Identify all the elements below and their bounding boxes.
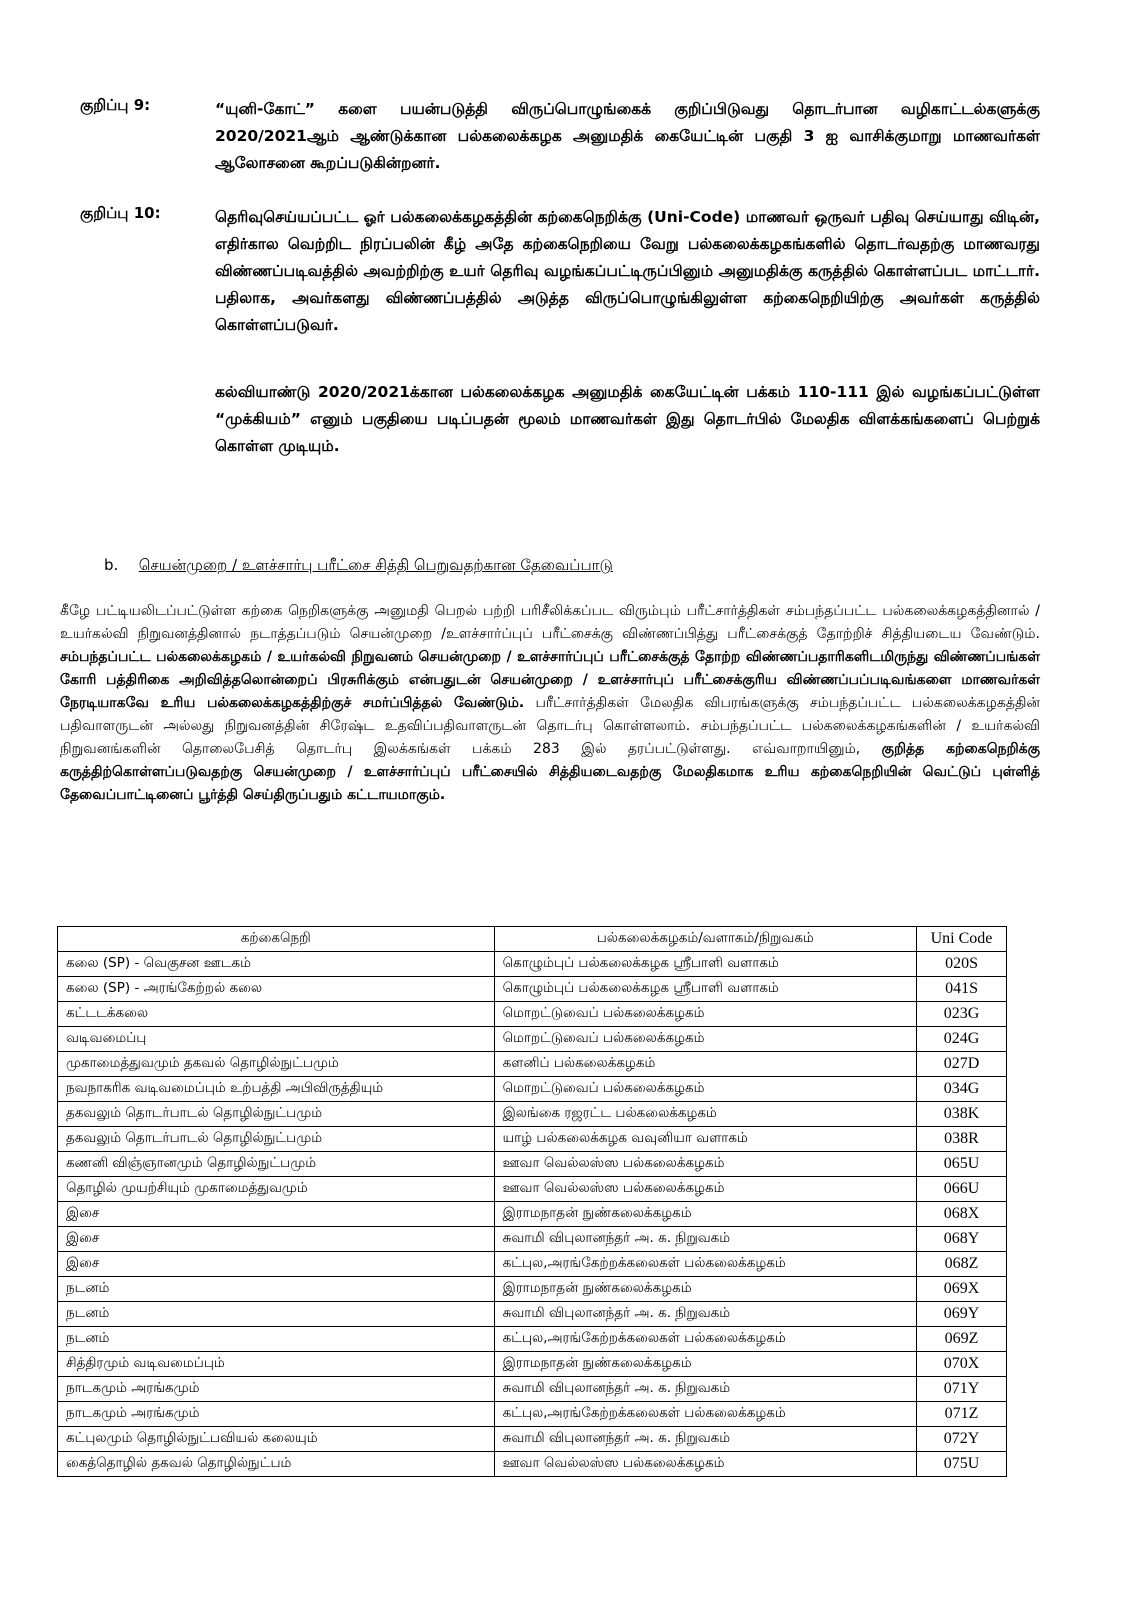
university-cell: இலங்கை ரஜரட்ட பல்கலைக்கழகம்: [494, 1102, 916, 1127]
table-row: [58, 1252, 1007, 1277]
course-cell: கட்புலமும் தொழில்நுட்பவியல் கலையும்: [58, 1427, 495, 1452]
table-row: [58, 1327, 1007, 1352]
unicode-cell: 027D: [917, 1052, 1007, 1077]
university-cell: இராமநாதன் நுண்கலைக்கழகம்: [494, 1277, 916, 1302]
paragraph-part-1: கீழே பட்டியலிடப்பட்டுள்ள கற்கை நெறிகளுக்கு அனுமதி பெறல் பற்றி பரிசீலிக்கப்பட விரும்பும் பரீட்சார்த்திகள் சம்பந்தப்பட்ட பல்கலைக்கழகத்தினால் / உயர்கல்வி நிறுவனத்தினால் நடாத்தப்படும் செயன்முறை /உளச்சார்ப்புப் பரீட்சைக்கு விண்ணப்பித்து பரீட்சைக்குத் தோற்றிச் சித்தியடைய வேண்டும்.: [60, 603, 1040, 642]
course-cell: வடிவமைப்பு: [58, 1027, 495, 1052]
table-row: [58, 1227, 1007, 1252]
paragraph-part-3: பரீட்சார்த்திகள் மேலதிக விபரங்களுக்கு சம்பந்தப்பட்ட பல்கலைக்கழகத்தின் பதிவாளருடன் அல்லது நிறுவனத்தின் சிரேஷ்ட உதவிப்பதிவாளருடன் தொடர்பு கொள்ளலாம். சம்பந்தப்பட்ட பல்கலைக்கழகங்களின் / உயர்கல்வி நிறுவனங்களின் தொலைபேசித் தொடர்பு இலக்கங்கள் பக்கம் 283 இல் தரப்பட்டுள்ளது. எவ்வாறாயினும்,: [60, 695, 1040, 757]
course-cell: கணனி விஞ்ஞானமும் தொழில்நுட்பமும்: [58, 1152, 495, 1177]
table-row: [58, 1402, 1007, 1427]
unicode-cell: 068Z: [917, 1252, 1007, 1277]
paragraph-part-2: சம்பந்தப்பட்ட பல்கலைக்கழகம் / உயர்கல்வி நிறுவனம் செயன்முறை / உளச்சார்ப்புப் பரீட்சைக்குத் தோற்ற விண்ணப்பதாரிகளிடமிருந்து விண்ணப்பங்கள் கோரி பத்திரிகை அறிவித்தலொன்றைப் பிரசுரிக்கும் என்பதுடன் செயன்முறை / உளச்சார்புப் பரீட்சைக்குரிய விண்ணப்பப்படிவங்களை மாணவர்கள் நேரடியாகவே உரிய பல்கலைக்கழகத்திற்குச் சமர்ப்பித்தல் வேண்டும்.: [60, 649, 1040, 711]
course-cell: இசை: [58, 1202, 495, 1227]
table-row: [58, 1427, 1007, 1452]
university-cell: கட்புல,அரங்கேற்றக்கலைகள் பல்கலைக்கழகம்: [494, 1402, 916, 1427]
note-9: [80, 96, 1040, 177]
university-cell: ஊவா வெல்லஸ்ஸ பல்கலைக்கழகம்: [494, 1452, 916, 1477]
university-cell: மொறட்டுவைப் பல்கலைக்கழகம்: [494, 1027, 916, 1052]
course-cell: இசை: [58, 1252, 495, 1277]
university-cell: ஊவா வெல்லஸ்ஸ பல்கலைக்கழகம்: [494, 1152, 916, 1177]
table-row: [58, 1452, 1007, 1477]
course-cell: தொழில் முயற்சியும் முகாமைத்துவமும்: [58, 1177, 495, 1202]
course-cell: இசை: [58, 1227, 495, 1252]
unicode-cell: 024G: [917, 1027, 1007, 1052]
unicode-cell: 065U: [917, 1152, 1007, 1177]
university-cell: கொழும்புப் பல்கலைக்கழக ஸ்ரீபாளி வளாகம்: [494, 952, 916, 977]
university-cell: கட்புல,அரங்கேற்றக்கலைகள் பல்கலைக்கழகம்: [494, 1252, 916, 1277]
university-cell: கொழும்புப் பல்கலைக்கழக ஸ்ரீபாளி வளாகம்: [494, 977, 916, 1002]
university-cell: இராமநாதன் நுண்கலைக்கழகம்: [494, 1202, 916, 1227]
course-cell: தகவலும் தொடர்பாடல் தொழில்நுட்பமும்: [58, 1127, 495, 1152]
course-cell: முகாமைத்துவமும் தகவல் தொழில்நுட்பமும்: [58, 1052, 495, 1077]
unicode-cell: 034G: [917, 1077, 1007, 1102]
note-9-text: “யுனி-கோட்” களை பயன்படுத்தி விருப்பொழுங்கைக் குறிப்பிடுவது தொடர்பான வழிகாட்டல்களுக்கு 2020/2021ஆம் ஆண்டுக்கான பல்கலைக்கழக அனுமதிக் கையேட்டின் பகுதி 3 ஐ வாசிக்குமாறு மாணவர்கள் ஆலோசனை கூறப்படுகின்றனர்.: [215, 100, 1040, 172]
table-row: [58, 952, 1007, 977]
course-cell: நாடகமும் அரங்கமும்: [58, 1402, 495, 1427]
course-cell: நடனம்: [58, 1302, 495, 1327]
unicode-cell: 069Z: [917, 1327, 1007, 1352]
course-cell: கலை (SP) - அரங்கேற்றல் கலை: [58, 977, 495, 1002]
unicode-cell: 038K: [917, 1102, 1007, 1127]
requirement-paragraph: [60, 600, 1040, 807]
unicode-cell: 069Y: [917, 1302, 1007, 1327]
course-cell: கலை (SP) - வெகுசன ஊடகம்: [58, 952, 495, 977]
university-cell: சுவாமி விபுலானந்தர் அ. க. நிறுவகம்: [494, 1302, 916, 1327]
table-body: [58, 952, 1007, 1477]
course-cell: நாடகமும் அரங்கமும்: [58, 1377, 495, 1402]
university-cell: சுவாமி விபுலானந்தர் அ. க. நிறுவகம்: [494, 1427, 916, 1452]
course-cell: நவநாகரிக வடிவமைப்பும் உற்பத்தி அபிவிருத்தியும்: [58, 1077, 495, 1102]
course-cell: கட்டடக்கலை: [58, 1002, 495, 1027]
unicode-cell: 071Y: [917, 1377, 1007, 1402]
table-row: [58, 1102, 1007, 1127]
unicode-cell: 068Y: [917, 1227, 1007, 1252]
table-row: [58, 1002, 1007, 1027]
university-cell: களனிப் பல்கலைக்கழகம்: [494, 1052, 916, 1077]
university-cell: மொறட்டுவைப் பல்கலைக்கழகம்: [494, 1077, 916, 1102]
table-row: [58, 1277, 1007, 1302]
paragraph-part-4: குறித்த கற்கைநெறிக்கு கருத்திற்கொள்ளப்படுவதற்கு செயன்முறை / உளச்சார்ப்புப் பரீட்சையில் சித்தியடைவதற்கு மேலதிகமாக உரிய கற்கைநெறியின் வெட்டுப் புள்ளித் தேவைப்பாட்டினைப் பூர்த்தி செய்திருப்பதும் கட்டாயமாகும்.: [60, 741, 1041, 803]
unicode-cell: 066U: [917, 1177, 1007, 1202]
note-9-label: குறிப்பு 9:: [80, 96, 151, 114]
unicode-cell: 072Y: [917, 1427, 1007, 1452]
university-cell: சுவாமி விபுலானந்தர் அ. க. நிறுவகம்: [494, 1227, 916, 1252]
note-10-extra-text: கல்வியாண்டு 2020/2021க்கான பல்கலைக்கழக அனுமதிக் கையேட்டின் பக்கம் 110-111 இல் வழங்கப்பட்டுள்ள “முக்கியம்” எனும் பகுதியை படிப்பதன் மூலம் மாணவர்கள் இது தொடர்பில் மேலதிக விளக்கங்களைப் பெற்றுக் கொள்ள முடியும்.: [215, 383, 1040, 455]
table-row: [58, 1027, 1007, 1052]
unicode-cell: 070X: [917, 1352, 1007, 1377]
table-row: [58, 1352, 1007, 1377]
unicode-cell: 038R: [917, 1127, 1007, 1152]
table-row: [58, 1302, 1007, 1327]
table-row: [58, 1202, 1007, 1227]
unicode-cell: 075U: [917, 1452, 1007, 1477]
course-table: [57, 926, 1007, 1477]
course-cell: நடனம்: [58, 1277, 495, 1302]
header-course: கற்கைநெறி: [58, 927, 495, 952]
note-10-label: குறிப்பு 10:: [80, 204, 161, 222]
note-10: [80, 204, 1040, 339]
university-cell: கட்புல,அரங்கேற்றக்கலைகள் பல்கலைக்கழகம்: [494, 1327, 916, 1352]
unicode-cell: 071Z: [917, 1402, 1007, 1427]
table-row: [58, 977, 1007, 1002]
unicode-cell: 041S: [917, 977, 1007, 1002]
header-unicode: Uni Code: [917, 927, 1007, 952]
table-row: [58, 1377, 1007, 1402]
university-cell: மொறட்டுவைப் பல்கலைக்கழகம்: [494, 1002, 916, 1027]
university-cell: யாழ் பல்கலைக்கழக வவுனியா வளாகம்: [494, 1127, 916, 1152]
table-row: [58, 1077, 1007, 1102]
header-university: பல்கலைக்கழகம்/வளாகம்/நிறுவகம்: [494, 927, 916, 952]
table-header-row: [58, 927, 1007, 952]
table-row: [58, 1127, 1007, 1152]
course-cell: தகவலும் தொடர்பாடல் தொழில்நுட்பமும்: [58, 1102, 495, 1127]
unicode-cell: 068X: [917, 1202, 1007, 1227]
section-title: செயன்முறை / உளச்சார்பு பரீட்சை சித்தி பெறுவதற்கான தேவைப்பாடு: [138, 556, 613, 574]
course-cell: சித்திரமும் வடிவமைப்பும்: [58, 1352, 495, 1377]
unicode-cell: 023G: [917, 1002, 1007, 1027]
section-b-heading: [104, 556, 613, 576]
section-letter: b.: [104, 556, 119, 574]
table-row: [58, 1177, 1007, 1202]
university-cell: சுவாமி விபுலானந்தர் அ. க. நிறுவகம்: [494, 1377, 916, 1402]
course-cell: நடனம்: [58, 1327, 495, 1352]
table-row: [58, 1152, 1007, 1177]
course-cell: கைத்தொழில் தகவல் தொழில்நுட்பம்: [58, 1452, 495, 1477]
unicode-cell: 069X: [917, 1277, 1007, 1302]
note-10-text: தெரிவுசெய்யப்பட்ட ஓர் பல்கலைக்கழகத்தின் கற்கைநெறிக்கு (Uni-Code) மாணவர் ஒருவர் பதிவு செய்யாது விடின், எதிர்கால வெற்றிட நிரப்பலின் கீழ் அதே கற்கைநெறியை வேறு பல்கலைக்கழகங்களில் தொடர்வதற்கு மாணவரது விண்ணப்படிவத்தில் அவற்றிற்கு உயர் தெரிவு வழங்கப்பட்டிருப்பினும் அனுமதிக்கு கருத்தில் கொள்ளப்பட மாட்டார். பதிலாக, அவர்களது விண்ணப்பத்தில் அடுத்த விருப்பொழுங்கிலுள்ள கற்கைநெறியிற்கு அவர்கள் கருத்தில் கொள்ளப்படுவர்.: [215, 208, 1040, 334]
university-cell: ஊவா வெல்லஸ்ஸ பல்கலைக்கழகம்: [494, 1177, 916, 1202]
unicode-cell: 020S: [917, 952, 1007, 977]
university-cell: இராமநாதன் நுண்கலைக்கழகம்: [494, 1352, 916, 1377]
table-row: [58, 1052, 1007, 1077]
